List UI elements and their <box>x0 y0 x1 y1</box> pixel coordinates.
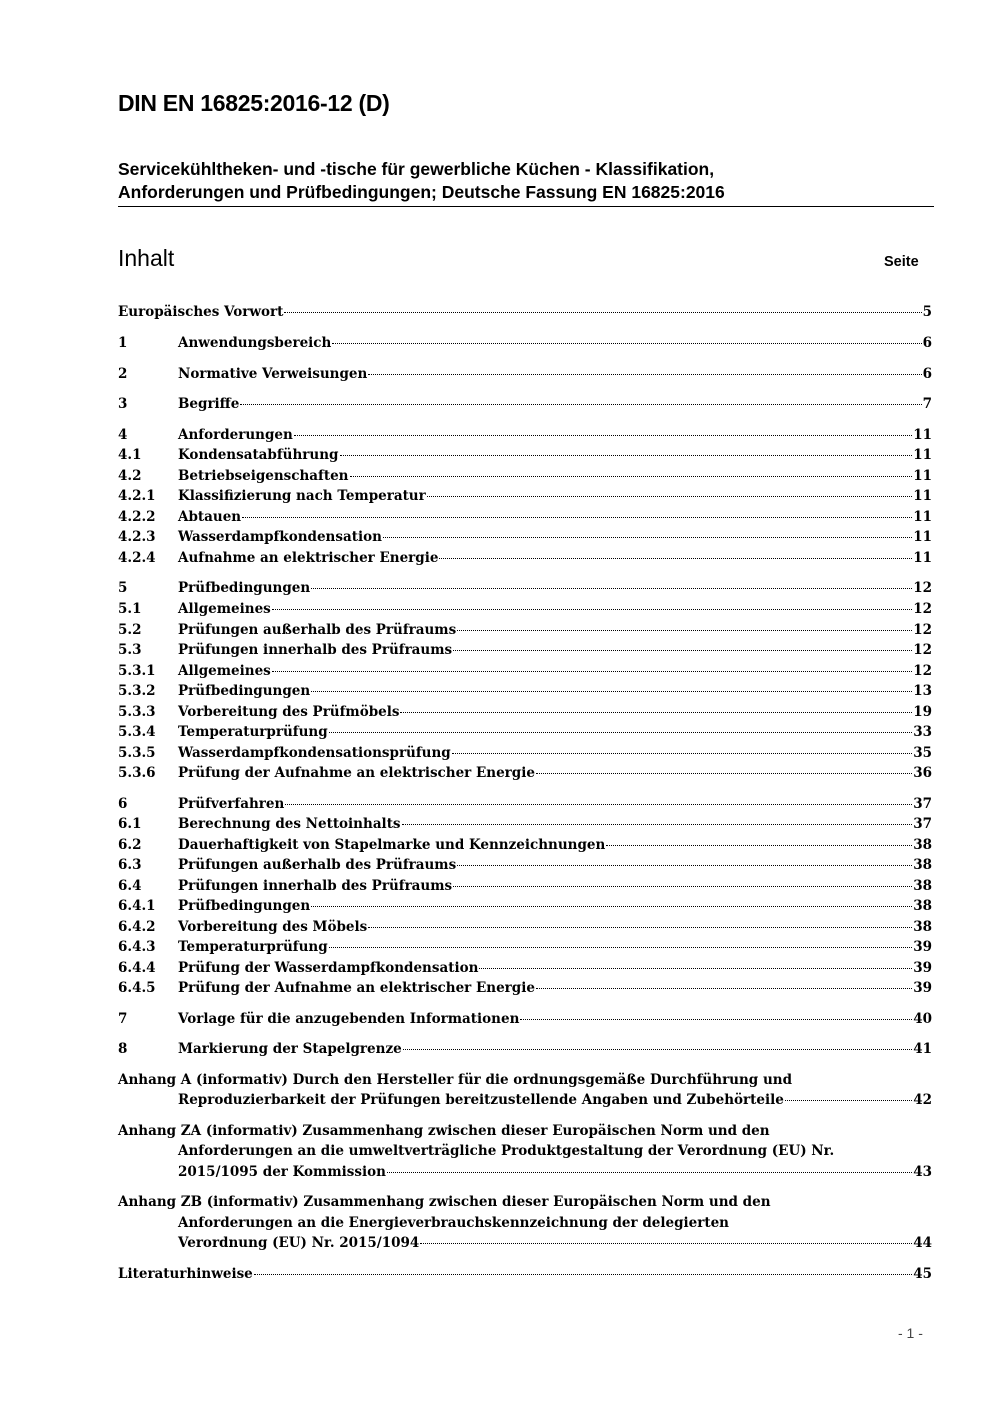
toc-entry-text: Temperaturprüfung <box>178 939 328 955</box>
toc-entry-number: 5.3.2 <box>118 683 156 699</box>
toc-entry-number: 8 <box>118 1041 128 1057</box>
toc-entry-page: 44 <box>913 1235 932 1251</box>
toc-annex-zb-continuation[interactable] <box>118 1233 932 1253</box>
toc-entry-text: Anwendungsbereich <box>178 335 332 351</box>
toc-leader-dots <box>536 773 912 774</box>
toc-entry-text: Prüfungen außerhalb des Prüfraums <box>178 857 457 873</box>
toc-entry-number: 4.2.3 <box>118 529 156 545</box>
toc-entry[interactable] <box>118 445 932 465</box>
toc-leader-dots <box>329 947 913 948</box>
toc-entry[interactable] <box>118 333 932 353</box>
toc-entry-text: Europäisches Vorwort <box>118 304 284 320</box>
toc-entry-text: Temperaturprüfung <box>178 724 328 740</box>
toc-heading: Inhalt <box>118 245 175 271</box>
toc-entry[interactable] <box>118 466 932 486</box>
toc-entry-number: 6.4 <box>118 878 142 894</box>
toc-annex-a[interactable] <box>118 1070 932 1090</box>
toc-entry-text: Anforderungen <box>178 427 293 443</box>
toc-leader-dots <box>311 906 912 907</box>
toc-entry[interactable] <box>118 1009 932 1029</box>
toc-entry-page: 37 <box>913 796 932 812</box>
toc-entry[interactable] <box>118 394 932 414</box>
toc-leader-dots <box>383 537 912 538</box>
toc-entry-number: 5.3.4 <box>118 724 156 740</box>
toc-entry[interactable] <box>118 425 932 445</box>
toc-entry-page: 37 <box>913 816 932 832</box>
toc-entry-number: 3 <box>118 396 128 412</box>
toc-entry-page: 12 <box>913 642 932 658</box>
toc-entry-text: Prüfungen innerhalb des Prüfraums <box>178 878 453 894</box>
toc-entry-page: 38 <box>913 898 932 914</box>
toc-leader-dots <box>368 927 912 928</box>
toc-annex-zb[interactable] <box>118 1192 932 1212</box>
toc-annex-za-line-3: 2015/1095 der Kommission <box>178 1164 386 1180</box>
toc-entry-number: 4 <box>118 427 128 443</box>
toc-entry-text: Prüfbedingungen <box>178 580 311 596</box>
toc-entry[interactable] <box>118 507 932 527</box>
toc-entry-number: 4.2.1 <box>118 488 156 504</box>
footer-page-number: - 1 - <box>898 1325 923 1341</box>
toc-entry-text: Wasserdampfkondensation <box>178 529 382 545</box>
toc-entry-text: Wasserdampfkondensationsprüfung <box>178 745 451 761</box>
toc-entry[interactable] <box>118 578 932 598</box>
toc-entry-page: 7 <box>922 396 932 412</box>
toc-annex-za-line-2: Anforderungen an die umweltverträgliche Produktgestaltung der Verordnung (EU) Nr. <box>178 1143 835 1159</box>
toc-entry[interactable] <box>118 620 932 640</box>
toc-entry-page: 11 <box>913 468 932 484</box>
toc-entry-text: Begriffe <box>178 396 240 412</box>
toc-leader-dots <box>453 650 912 651</box>
toc-entry-page: 33 <box>913 724 932 740</box>
toc-entry-text: Prüfungen außerhalb des Prüfraums <box>178 622 457 638</box>
toc-entry-page: 11 <box>913 488 932 504</box>
toc-entry-text: Prüfung der Aufnahme an elektrischer Energie <box>178 765 535 781</box>
toc-entry[interactable] <box>118 302 932 322</box>
toc-leader-dots <box>427 496 912 497</box>
toc-entry-number: 6.1 <box>118 816 142 832</box>
toc-entry-text: Allgemeines <box>178 601 271 617</box>
toc-entry-number: 6.3 <box>118 857 142 873</box>
toc-entry-page: 6 <box>922 366 932 382</box>
toc-entry-number: 6.2 <box>118 837 142 853</box>
toc-entry-number: 5.2 <box>118 622 142 638</box>
toc-entry-text: Literaturhinweise <box>118 1266 253 1282</box>
toc-annex-zb-line-3: Verordnung (EU) Nr. 2015/1094 <box>178 1235 420 1251</box>
toc-leader-dots <box>452 753 912 754</box>
toc-annex-zb-continuation <box>118 1213 932 1233</box>
toc-entry-number: 6.4.4 <box>118 960 156 976</box>
toc-entry-text: Prüfbedingungen <box>178 898 311 914</box>
toc-entry-page: 42 <box>913 1092 932 1108</box>
subtitle-line-2: Anforderungen und Prüfbedingungen; Deutsche Fassung EN 16825:2016 <box>118 182 725 202</box>
toc-entry-text: Klassifizierung nach Temperatur <box>178 488 426 504</box>
toc-entry[interactable] <box>118 681 932 701</box>
toc-entry-page: 38 <box>913 837 932 853</box>
toc-annex-a-line-2: Reproduzierbarkeit der Prüfungen bereitzustellende Angaben und Zubehörteile <box>178 1092 784 1108</box>
toc-entry-page: 39 <box>913 960 932 976</box>
toc-entry-text: Prüfbedingungen <box>178 683 311 699</box>
toc-entry-text: Kondensatabführung <box>178 447 339 463</box>
toc-entry[interactable] <box>118 548 932 568</box>
toc-entry-page: 43 <box>913 1164 932 1180</box>
toc-entry-text: Dauerhaftigkeit von Stapelmarke und Kennzeichnungen <box>178 837 606 853</box>
toc-entry-page: 11 <box>913 529 932 545</box>
toc-entry-number: 5.3.6 <box>118 765 156 781</box>
toc-leader-dots <box>453 886 912 887</box>
toc-entry-number: 5.3.3 <box>118 704 156 720</box>
toc-entry-number: 4.2 <box>118 468 142 484</box>
subtitle-line-1: Servicekühltheken- und -tische für gewerbliche Küchen - Klassifikation, <box>118 159 715 179</box>
toc-leader-dots <box>420 1243 912 1244</box>
toc-entry-text: Prüfung der Wasserdampfkondensation <box>178 960 479 976</box>
toc-entry-text: Prüfungen innerhalb des Prüfraums <box>178 642 453 658</box>
toc-leader-dots <box>387 1172 912 1173</box>
toc-leader-dots <box>329 732 913 733</box>
toc-entry-page: 38 <box>913 857 932 873</box>
toc-entry[interactable] <box>118 661 932 681</box>
toc-entry-page: 38 <box>913 919 932 935</box>
toc-entry[interactable] <box>118 835 932 855</box>
toc-leader-dots <box>479 968 912 969</box>
toc-leader-dots <box>311 691 912 692</box>
toc-entry[interactable] <box>118 364 932 384</box>
toc-entry-page: 39 <box>913 980 932 996</box>
toc-leader-dots <box>400 712 912 713</box>
toc-entry[interactable] <box>118 763 932 783</box>
toc-entry-text: Abtauen <box>178 509 242 525</box>
toc-entry-number: 5.1 <box>118 601 142 617</box>
toc-entry-number: 2 <box>118 366 128 382</box>
toc-entry-text: Vorbereitung des Prüfmöbels <box>178 704 400 720</box>
toc-entry-number: 4.2.4 <box>118 550 156 566</box>
toc-entry[interactable] <box>118 794 932 814</box>
toc-entry-page: 12 <box>913 622 932 638</box>
toc-entry[interactable] <box>118 702 932 722</box>
toc-leader-dots <box>284 312 921 313</box>
toc-leader-dots <box>350 476 913 477</box>
toc-leader-dots <box>368 374 921 375</box>
toc-entry[interactable] <box>118 917 932 937</box>
toc-entry-page: 11 <box>913 447 932 463</box>
toc-entry-text: Betriebseigenschaften <box>178 468 349 484</box>
toc-entry-page: 11 <box>913 509 932 525</box>
toc-annex-a-line-1: Anhang A (informativ) Durch den Hersteller für die ordnungsgemäße Durchführung und <box>118 1072 793 1088</box>
toc-entry-page: 12 <box>913 580 932 596</box>
toc-entry-number: 5.3 <box>118 642 142 658</box>
toc-leader-dots <box>457 865 912 866</box>
toc-entry-number: 7 <box>118 1011 128 1027</box>
toc-entry[interactable] <box>118 599 932 619</box>
toc-leader-dots <box>242 517 912 518</box>
toc-entry-page: 11 <box>913 427 932 443</box>
toc-entry[interactable] <box>118 958 932 978</box>
toc-entry-number: 4.2.2 <box>118 509 156 525</box>
toc-entry-number: 6 <box>118 796 128 812</box>
title-divider <box>118 206 934 207</box>
toc-entry-page: 35 <box>913 745 932 761</box>
toc-leader-dots <box>457 630 912 631</box>
toc-entry[interactable] <box>118 978 932 998</box>
toc-annex-a-continuation[interactable] <box>118 1090 932 1110</box>
toc-entry-page: 39 <box>913 939 932 955</box>
toc-entry-number: 6.4.5 <box>118 980 156 996</box>
toc-entry-text: Prüfung der Aufnahme an elektrischer Energie <box>178 980 535 996</box>
toc-leader-dots <box>240 404 921 405</box>
toc-entry[interactable] <box>118 937 932 957</box>
toc-leader-dots <box>285 804 912 805</box>
toc-entry-page: 11 <box>913 550 932 566</box>
toc-leader-dots <box>403 1049 913 1050</box>
page-column-label: Seite <box>884 254 919 270</box>
toc-entry-number: 6.4.1 <box>118 898 156 914</box>
toc-leader-dots <box>402 824 913 825</box>
toc-entry-page: 45 <box>913 1266 932 1282</box>
toc-entry-number: 5 <box>118 580 128 596</box>
toc-entry-text: Normative Verweisungen <box>178 366 368 382</box>
toc-leader-dots <box>272 609 912 610</box>
toc-entry-page: 13 <box>913 683 932 699</box>
toc-annex-zb-line-1: Anhang ZB (informativ) Zusammenhang zwischen dieser Europäischen Norm und den <box>118 1194 771 1210</box>
toc-leader-dots <box>785 1100 912 1101</box>
toc-entry-number: 6.4.3 <box>118 939 156 955</box>
toc-leader-dots <box>311 588 912 589</box>
toc-entry-text: Prüfverfahren <box>178 796 285 812</box>
toc-entry-page: 6 <box>922 335 932 351</box>
toc-annex-zb-line-2: Anforderungen an die Energieverbrauchskennzeichnung der delegierten <box>178 1215 729 1231</box>
document-title: DIN EN 16825:2016-12 (D) <box>118 90 390 116</box>
toc-annex-za-continuation <box>118 1141 932 1161</box>
toc-leader-dots <box>340 455 913 456</box>
toc-entry[interactable] <box>118 855 932 875</box>
toc-entry-page: 19 <box>913 704 932 720</box>
toc-entry-text: Vorbereitung des Möbels <box>178 919 368 935</box>
toc-entry-number: 6.4.2 <box>118 919 156 935</box>
toc-entry-page: 12 <box>913 663 932 679</box>
toc-entry-page: 36 <box>913 765 932 781</box>
toc-entry[interactable] <box>118 527 932 547</box>
toc-leader-dots <box>272 671 912 672</box>
toc-entry[interactable] <box>118 743 932 763</box>
toc-entry-number: 1 <box>118 335 128 351</box>
toc-leader-dots <box>536 988 912 989</box>
toc-bibliography[interactable] <box>118 1264 932 1284</box>
document-subtitle <box>118 158 928 204</box>
toc-annex-za[interactable] <box>118 1121 932 1141</box>
toc-entry[interactable] <box>118 896 932 916</box>
toc-entry[interactable] <box>118 722 932 742</box>
toc-annex-za-continuation[interactable] <box>118 1162 932 1182</box>
toc-entry-page: 38 <box>913 878 932 894</box>
toc-leader-dots <box>439 558 912 559</box>
toc-leader-dots <box>520 1019 912 1020</box>
toc-leader-dots <box>332 343 921 344</box>
toc-entry-page: 41 <box>913 1041 932 1057</box>
toc-entry-number: 4.1 <box>118 447 142 463</box>
toc-entry-text: Allgemeines <box>178 663 271 679</box>
toc-entry-page: 5 <box>922 304 932 320</box>
toc-entry[interactable] <box>118 640 932 660</box>
toc-entry[interactable] <box>118 1039 932 1059</box>
toc-entry-page: 40 <box>913 1011 932 1027</box>
toc-leader-dots <box>606 845 912 846</box>
toc-entry-page: 12 <box>913 601 932 617</box>
toc-annex-za-line-1: Anhang ZA (informativ) Zusammenhang zwischen dieser Europäischen Norm und den <box>118 1123 770 1139</box>
toc-entry-text: Aufnahme an elektrischer Energie <box>178 550 439 566</box>
toc-leader-dots <box>254 1274 912 1275</box>
toc-entry-number: 5.3.5 <box>118 745 156 761</box>
toc-entry-text: Markierung der Stapelgrenze <box>178 1041 402 1057</box>
toc-entry-text: Berechnung des Nettoinhalts <box>178 816 401 832</box>
toc-entry[interactable] <box>118 876 932 896</box>
toc-entry[interactable] <box>118 814 932 834</box>
toc-entry[interactable] <box>118 486 932 506</box>
toc-leader-dots <box>294 435 912 436</box>
toc-entry-number: 5.3.1 <box>118 663 156 679</box>
toc-entry-text: Vorlage für die anzugebenden Informationen <box>178 1011 520 1027</box>
